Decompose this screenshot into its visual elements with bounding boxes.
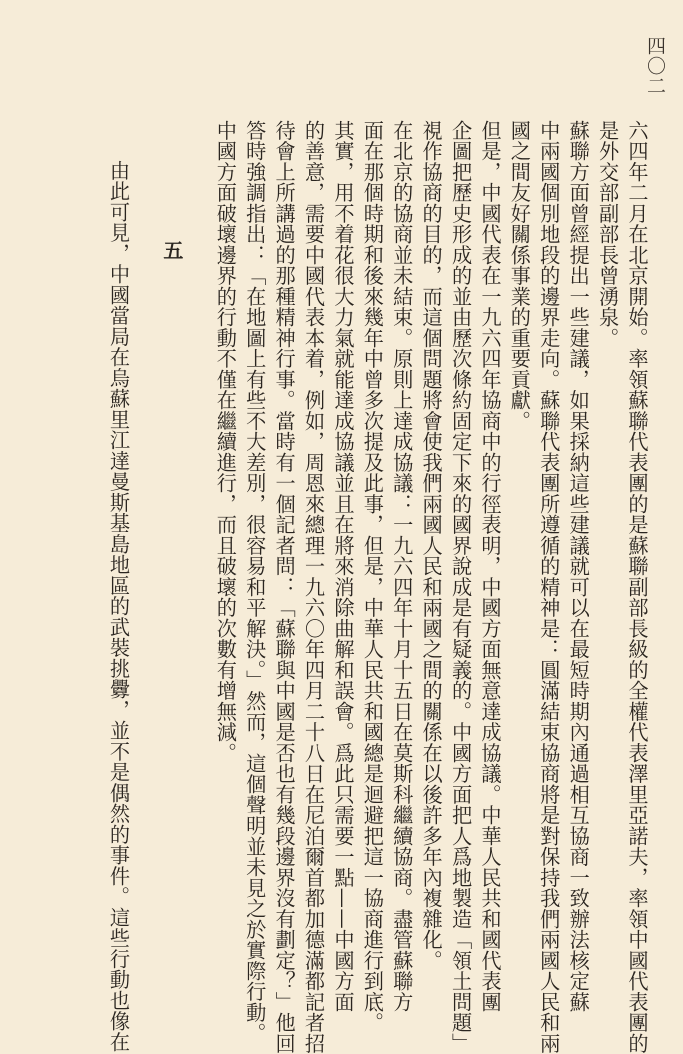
text-column: 中國方面破壞邊界的行動不僅在繼續進行，而且破壞的次數有增無減。 <box>213 120 238 764</box>
text-column: 其實，用不着花很大力氣就能達成協議並且在將來消除曲解和誤會。爲此只需要一點——中國方面 <box>330 120 355 1013</box>
body-text <box>103 120 651 1054</box>
text-column: 面在那個時期和後來幾年中曾多次提及此事，但是，中華人民共和國總是迴避把這一協商進行到底。 <box>360 120 385 1033</box>
closing-line: 由此可見，中國當局在烏蘇里江達曼斯基島地區的武裝挑釁，並不是偶然的事件。這些行動也像在 <box>106 160 131 1053</box>
text-column: 但是，中國代表在一九六四年協商中的行徑表明，中國方面無意達成協議。中華人民共和國代表團 <box>477 120 502 1013</box>
page-number: 四〇二 <box>644 36 666 96</box>
text-column: 答時強調指出：「在地圖上有些不大差別，很容易和平解決。」然而，這個聲明並未見之於實際行動。 <box>242 120 267 1044</box>
text-column: 中兩國個別地段的邊界走向。蘇聯代表團所遵循的精神是：圓滿結束協商將是對保持我們兩國人民和兩 <box>536 120 561 1054</box>
text-column: 在北京的協商並未結束。原則上達成協議：一九六四年十月十五日在莫斯科繼續協商。盡管蘇聯方 <box>389 120 414 1013</box>
text-column: 六四年二月在北京開始。率領蘇聯代表團的是蘇聯副部長級的全權代表澤里亞諾夫，率領中國代表團的 <box>625 120 649 1054</box>
section-heading: 五 <box>159 240 184 261</box>
text-column: 蘇聯方面曾經提出一些建議，如果採納這些建議就可以在最短時期內通過相互協商一致辦法核定蘇 <box>566 120 591 1013</box>
text-column: 國之間友好關係事業的重要貢獻。 <box>507 120 532 432</box>
text-column: 視作協商的目的，而這個問題將會使我們兩國人民和兩國之間的關係在以後許多年內複雜化。 <box>419 120 444 971</box>
text-column: 的善意，需要中國代表本着，例如，周恩來總理一九六〇年四月二十八日在尼泊爾首都加德滿都記者招 <box>301 120 326 1054</box>
text-column: 是外交部副部長曾湧泉。 <box>595 120 620 349</box>
text-column: 待會上所講過的那種精神行事。當時有一個記者問：「蘇聯與中國是否也有幾段邊界沒有劃定？」他回 <box>272 120 297 1054</box>
text-column: 企圖把歷史形成的並由歷次條約固定下來的國界說成是有疑義的。中國方面把人爲地製造「領土問題」 <box>448 120 473 1054</box>
